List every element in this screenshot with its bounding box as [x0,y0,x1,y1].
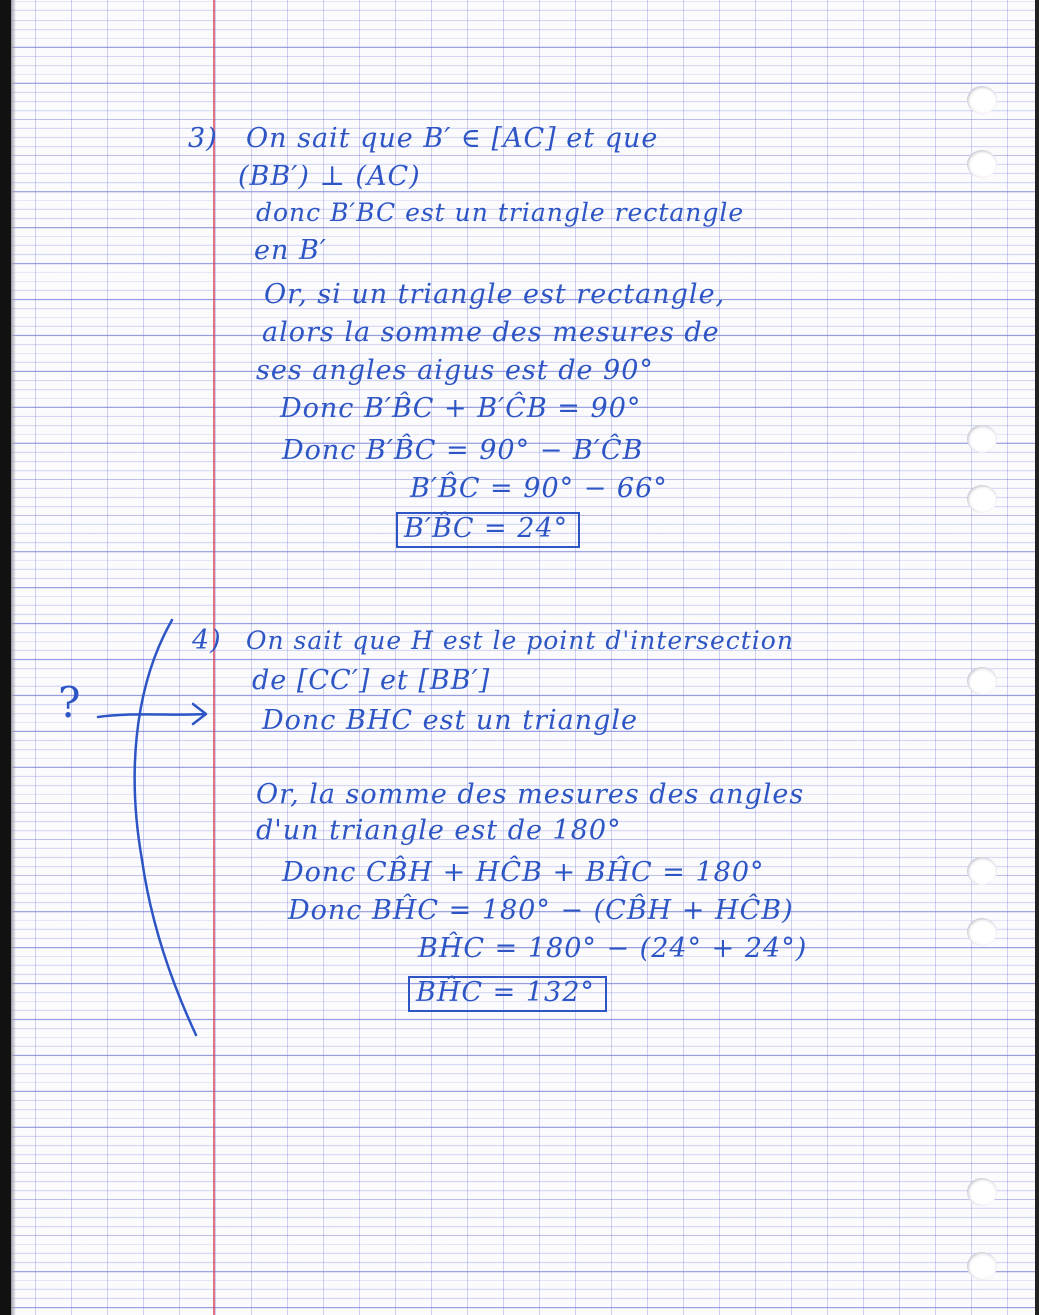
part3-line: On sait que B′ ∈ [AC] et que [246,123,659,154]
part4-result: BĤC = 132° [408,976,607,1012]
part4-line: d'un triangle est de 180° [256,815,622,846]
margin-bracket [135,620,196,1035]
part3-line: ses angles aigus est de 90° [256,355,654,386]
part4-line: Donc CB̂H + HĈB + BĤC = 180° [282,857,765,888]
part4-line: On sait que H est le point d'intersection [246,626,794,655]
part4-line: Donc BĤC = 180° − (CB̂H + HĈB) [288,895,794,926]
part4-line: Donc BHC est un triangle [262,705,639,736]
part3-line: Or, si un triangle est rectangle, [264,279,726,310]
part4-line: BĤC = 180° − (24° + 24°) [418,933,808,964]
part3-line: (BB′) ⊥ (AC) [238,161,421,192]
part3-number: 3) [188,123,218,154]
part4-line: Or, la somme des mesures des angles [256,779,805,810]
part3-result: B′B̂C = 24° [396,512,580,548]
part4-number: 4) [192,625,222,656]
part3-line: en B′ [254,235,327,266]
part3-line: Donc B′B̂C = 90° − B′ĈB [282,435,644,466]
part3-line: donc B′BC est un triangle rectangle [256,198,745,227]
part3-line: Donc B′B̂C + B′ĈB = 90° [280,393,642,424]
margin-arrow-shaft [98,714,205,717]
margin-question-mark: ? [58,678,82,727]
part4-line: de [CC′] et [BB′] [252,665,491,696]
part3-line: alors la somme des mesures de [262,317,720,348]
part3-line: B′B̂C = 90° − 66° [410,473,668,504]
